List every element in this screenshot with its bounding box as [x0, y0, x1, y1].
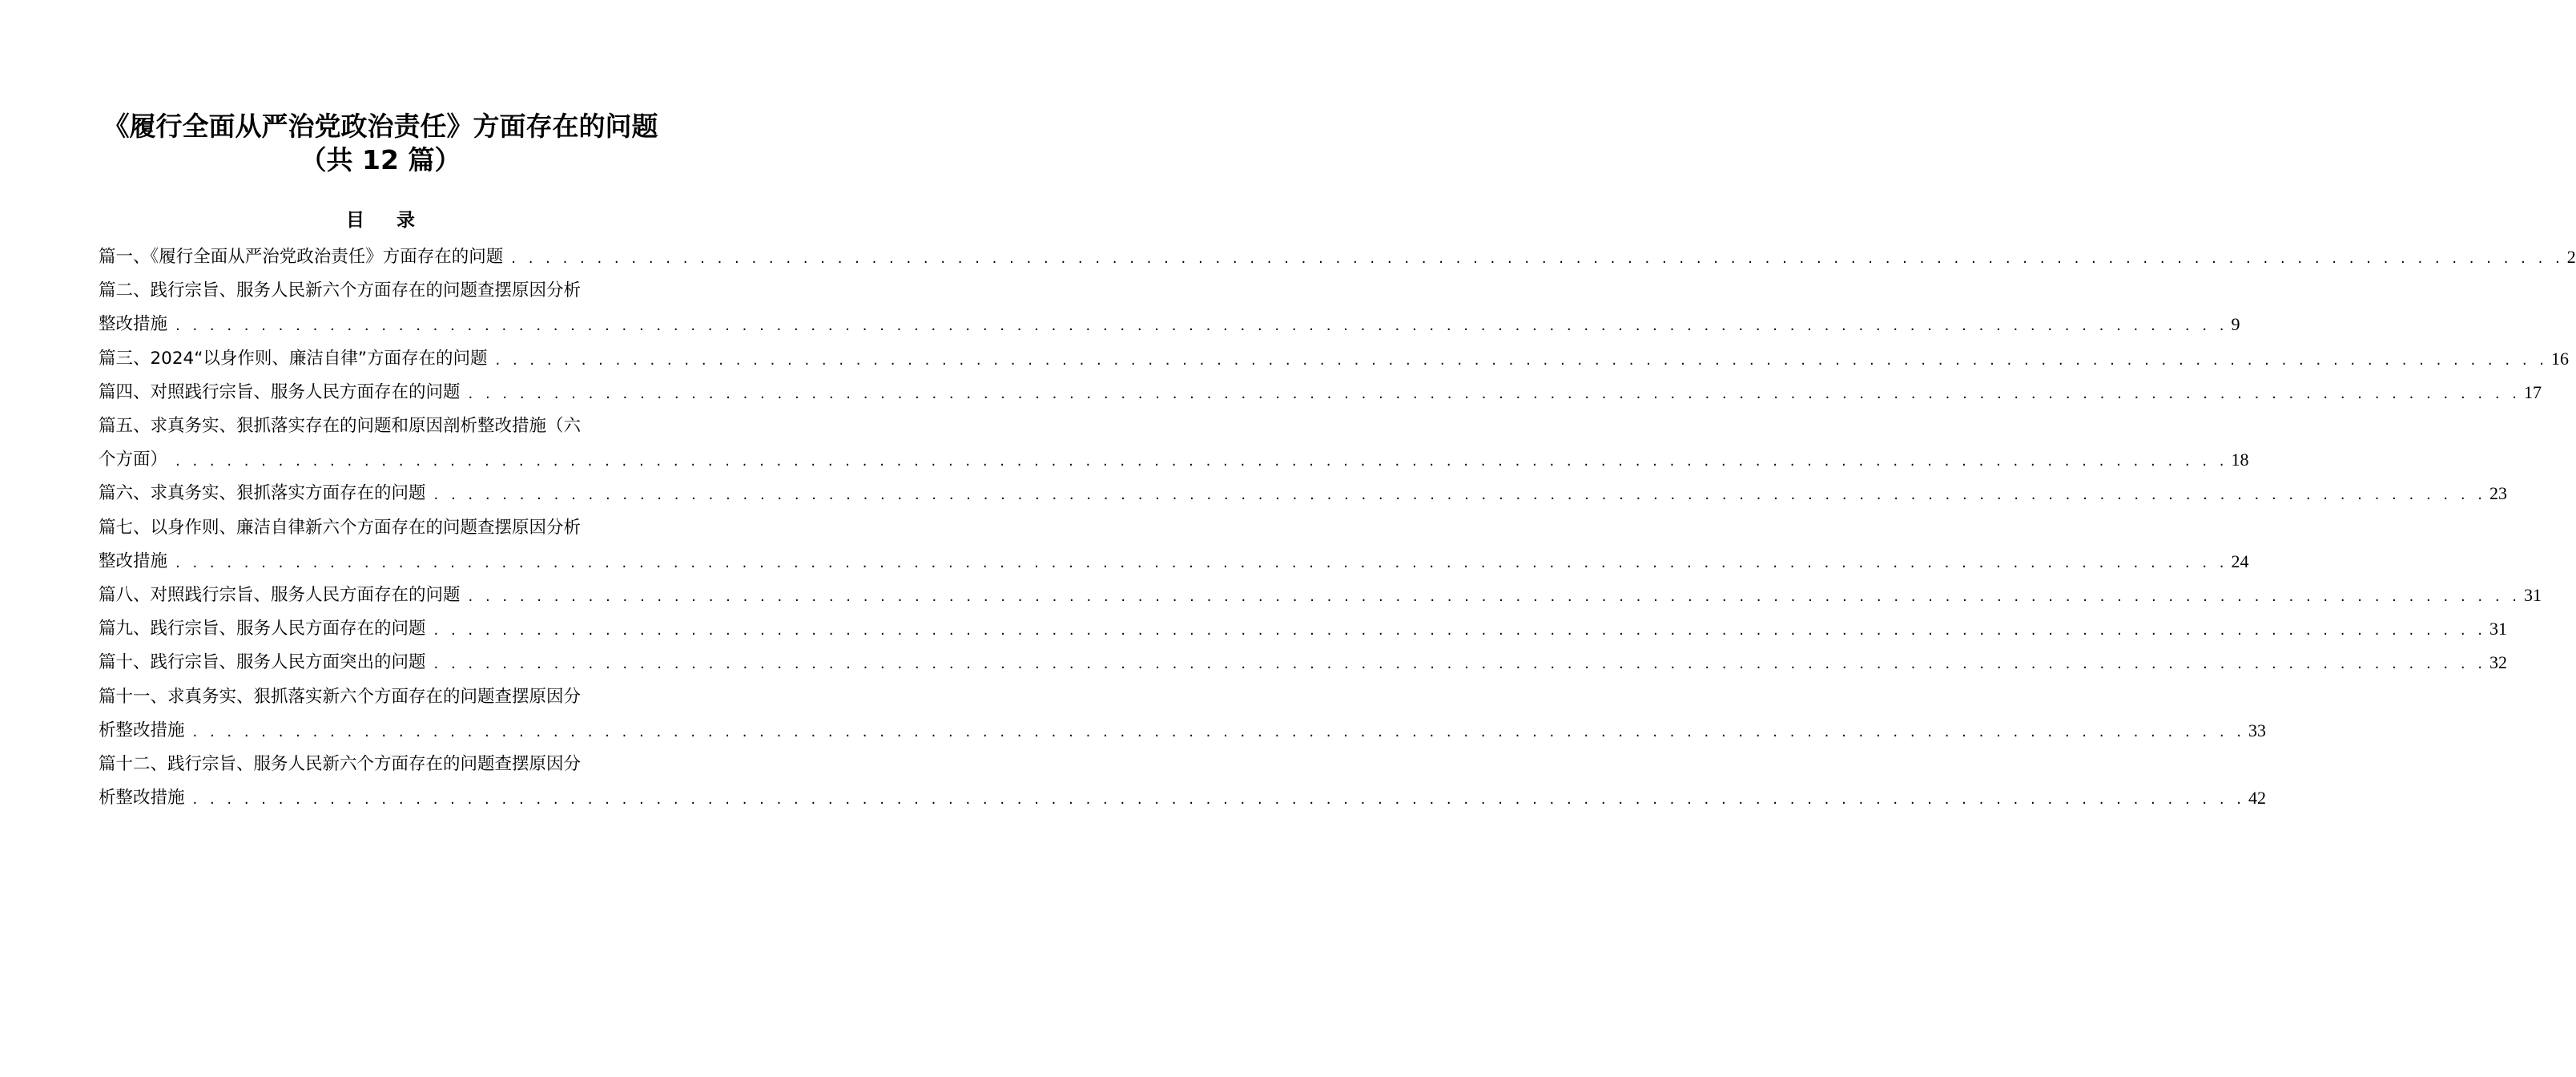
toc-entry-title: 篇三、2024“以身作则、廉洁自律”方面存在的问题	[99, 348, 488, 369]
document-subtitle: （共 12 篇）	[300, 144, 461, 175]
toc-entry-title: 析整改措施	[99, 788, 185, 809]
toc-entry-title: 篇四、对照践行宗旨、服务人民方面存在的问题	[99, 381, 461, 402]
toc-leader-dots: . . . . . . . . . . . . . . . . . . . . . . . . . . . . . . . . . . . . . . . . . . . . . . . . . . . . . . . . . . . . . . . . . . . . . . . . . . . . . . . . . . . . . . . . . . . . . . . . . . . . . . . . . . . . . . . . . . . . . . . .	[433, 486, 2486, 504]
toc-entry-title: 篇八、对照践行宗旨、服务人民方面存在的问题	[99, 585, 461, 605]
toc-page-number: 31	[2524, 585, 2542, 605]
toc-page-number: 31	[2489, 619, 2507, 639]
toc-leader-dots: . . . . . . . . . . . . . . . . . . . . . . . . . . . . . . . . . . . . . . . . . . . . . . . . . . . . . . . . . . . . . . . . . . . . . . . . . . . . . . . . . . . . . . . . . . . . . . . . . . . . . . . . . . . . . . . . . . . . . . . .	[468, 385, 2521, 402]
toc-page-number: 33	[2248, 720, 2266, 740]
toc-leader-dots: . . . . . . . . . . . . . . . . . . . . . . . . . . . . . . . . . . . . . . . . . . . . . . . . . . . . . . . . . . . . . . . . . . . . . . . . . . . . . . . . . . . . . . . . . . . . . . . . . . . . . . . . . . . . . . . . . . . . . . . .	[495, 351, 2548, 369]
toc-entry[interactable]	[99, 646, 2507, 680]
toc-leader-dots: . . . . . . . . . . . . . . . . . . . . . . . . . . . . . . . . . . . . . . . . . . . . . . . . . . . . . . . . . . . . . . . . . . . . . . . . . . . . . . . . . . . . . . . . . . . . . . . . . . . . . . . . . . . . . . . . . . . . . . . .	[175, 317, 2228, 335]
toc-page-number: 9	[2231, 314, 2240, 335]
toc-entry[interactable]	[99, 781, 2266, 815]
toc-entry-title: 析整改措施	[99, 720, 185, 740]
toc-entry[interactable]	[99, 714, 2266, 748]
document-title: 《履行全面从严治党政治责任》方面存在的问题	[103, 111, 658, 142]
toc-entry-line[interactable]: 篇二、践行宗旨、服务人民新六个方面存在的问题查摆原因分析	[99, 280, 582, 301]
toc-page-number: 23	[2489, 483, 2507, 504]
toc-entry-line[interactable]: 篇五、求真务实、狠抓落实存在的问题和原因剖析整改措施（六	[99, 416, 582, 436]
toc-entry[interactable]	[99, 308, 2240, 341]
toc-leader-dots: . . . . . . . . . . . . . . . . . . . . . . . . . . . . . . . . . . . . . . . . . . . . . . . . . . . . . . . . . . . . . . . . . . . . . . . . . . . . . . . . . . . . . . . . . . . . . . . . . . . . . . . . . . . . . . . . . . . . . . . .	[175, 554, 2228, 571]
toc-entry-line[interactable]: 篇十二、践行宗旨、服务人民新六个方面存在的问题查摆原因分	[99, 754, 582, 774]
toc-entry[interactable]	[99, 342, 2569, 376]
toc-page-number: 18	[2231, 450, 2249, 470]
toc-leader-dots: . . . . . . . . . . . . . . . . . . . . . . . . . . . . . . . . . . . . . . . . . . . . . . . . . . . . . . . . . . . . . . . . . . . . . . . . . . . . . . . . . . . . . . . . . . . . . . . . . . . . . . . . . . . . . . . . . . . . . . . .	[192, 723, 2245, 740]
toc-entry-title: 整改措施	[99, 314, 168, 335]
toc-entry-line[interactable]: 篇十一、求真务实、狠抓落实新六个方面存在的问题查摆原因分	[99, 686, 582, 707]
toc-leader-dots: . . . . . . . . . . . . . . . . . . . . . . . . . . . . . . . . . . . . . . . . . . . . . . . . . . . . . . . . . . . . . . . . . . . . . . . . . . . . . . . . . . . . . . . . . . . . . . . . . . . . . . . . . . . . . . . . . . . . . . . .	[192, 791, 2245, 809]
toc-entry-title: 篇六、求真务实、狠抓落实方面存在的问题	[99, 483, 426, 504]
toc-entry[interactable]	[99, 477, 2507, 510]
toc-page-number: 32	[2489, 652, 2507, 673]
toc-entry[interactable]	[99, 240, 2576, 274]
toc-entry-title: 整改措施	[99, 551, 168, 571]
toc-entry[interactable]	[99, 579, 2542, 612]
toc-page-number: 42	[2248, 788, 2266, 809]
toc-entry[interactable]	[99, 612, 2507, 646]
toc-page-number: 24	[2231, 551, 2249, 571]
toc-page-number: 17	[2524, 381, 2542, 402]
toc-entry-title: 个方面）	[99, 450, 168, 470]
toc-leader-dots: . . . . . . . . . . . . . . . . . . . . . . . . . . . . . . . . . . . . . . . . . . . . . . . . . . . . . . . . . . . . . . . . . . . . . . . . . . . . . . . . . . . . . . . . . . . . . . . . . . . . . . . . . . . . . . . . . . . . . . . .	[468, 588, 2521, 605]
toc-entry[interactable]	[99, 443, 2249, 477]
toc-leader-dots: . . . . . . . . . . . . . . . . . . . . . . . . . . . . . . . . . . . . . . . . . . . . . . . . . . . . . . . . . . . . . . . . . . . . . . . . . . . . . . . . . . . . . . . . . . . . . . . . . . . . . . . . . . . . . . . . . . . . . . . .	[433, 622, 2486, 639]
toc-entry-line[interactable]: 篇七、以身作则、廉洁自律新六个方面存在的问题查摆原因分析	[99, 517, 582, 538]
toc-entry[interactable]	[99, 545, 2249, 579]
toc-entry[interactable]	[99, 376, 2542, 409]
toc-entry-title: 篇九、践行宗旨、服务人民方面存在的问题	[99, 619, 426, 639]
toc-entry-title: 篇一、《履行全面从严治党政治责任》方面存在的问题	[99, 247, 504, 267]
toc-heading: 目 录	[345, 210, 428, 231]
toc-page-number: 2	[2566, 247, 2576, 267]
toc-leader-dots: . . . . . . . . . . . . . . . . . . . . . . . . . . . . . . . . . . . . . . . . . . . . . . . . . . . . . . . . . . . . . . . . . . . . . . . . . . . . . . . . . . . . . . . . . . . . . . . . . . . . . . . . . . . . . . . . . . . . . . . .	[175, 453, 2228, 470]
toc-leader-dots: . . . . . . . . . . . . . . . . . . . . . . . . . . . . . . . . . . . . . . . . . . . . . . . . . . . . . . . . . . . . . . . . . . . . . . . . . . . . . . . . . . . . . . . . . . . . . . . . . . . . . . . . . . . . . . . . . . . . . . . .	[511, 250, 2564, 267]
toc-page-number: 16	[2550, 348, 2569, 369]
toc-leader-dots: . . . . . . . . . . . . . . . . . . . . . . . . . . . . . . . . . . . . . . . . . . . . . . . . . . . . . . . . . . . . . . . . . . . . . . . . . . . . . . . . . . . . . . . . . . . . . . . . . . . . . . . . . . . . . . . . . . . . . . . .	[433, 655, 2486, 673]
toc-entry-title: 篇十、践行宗旨、服务人民方面突出的问题	[99, 652, 426, 673]
